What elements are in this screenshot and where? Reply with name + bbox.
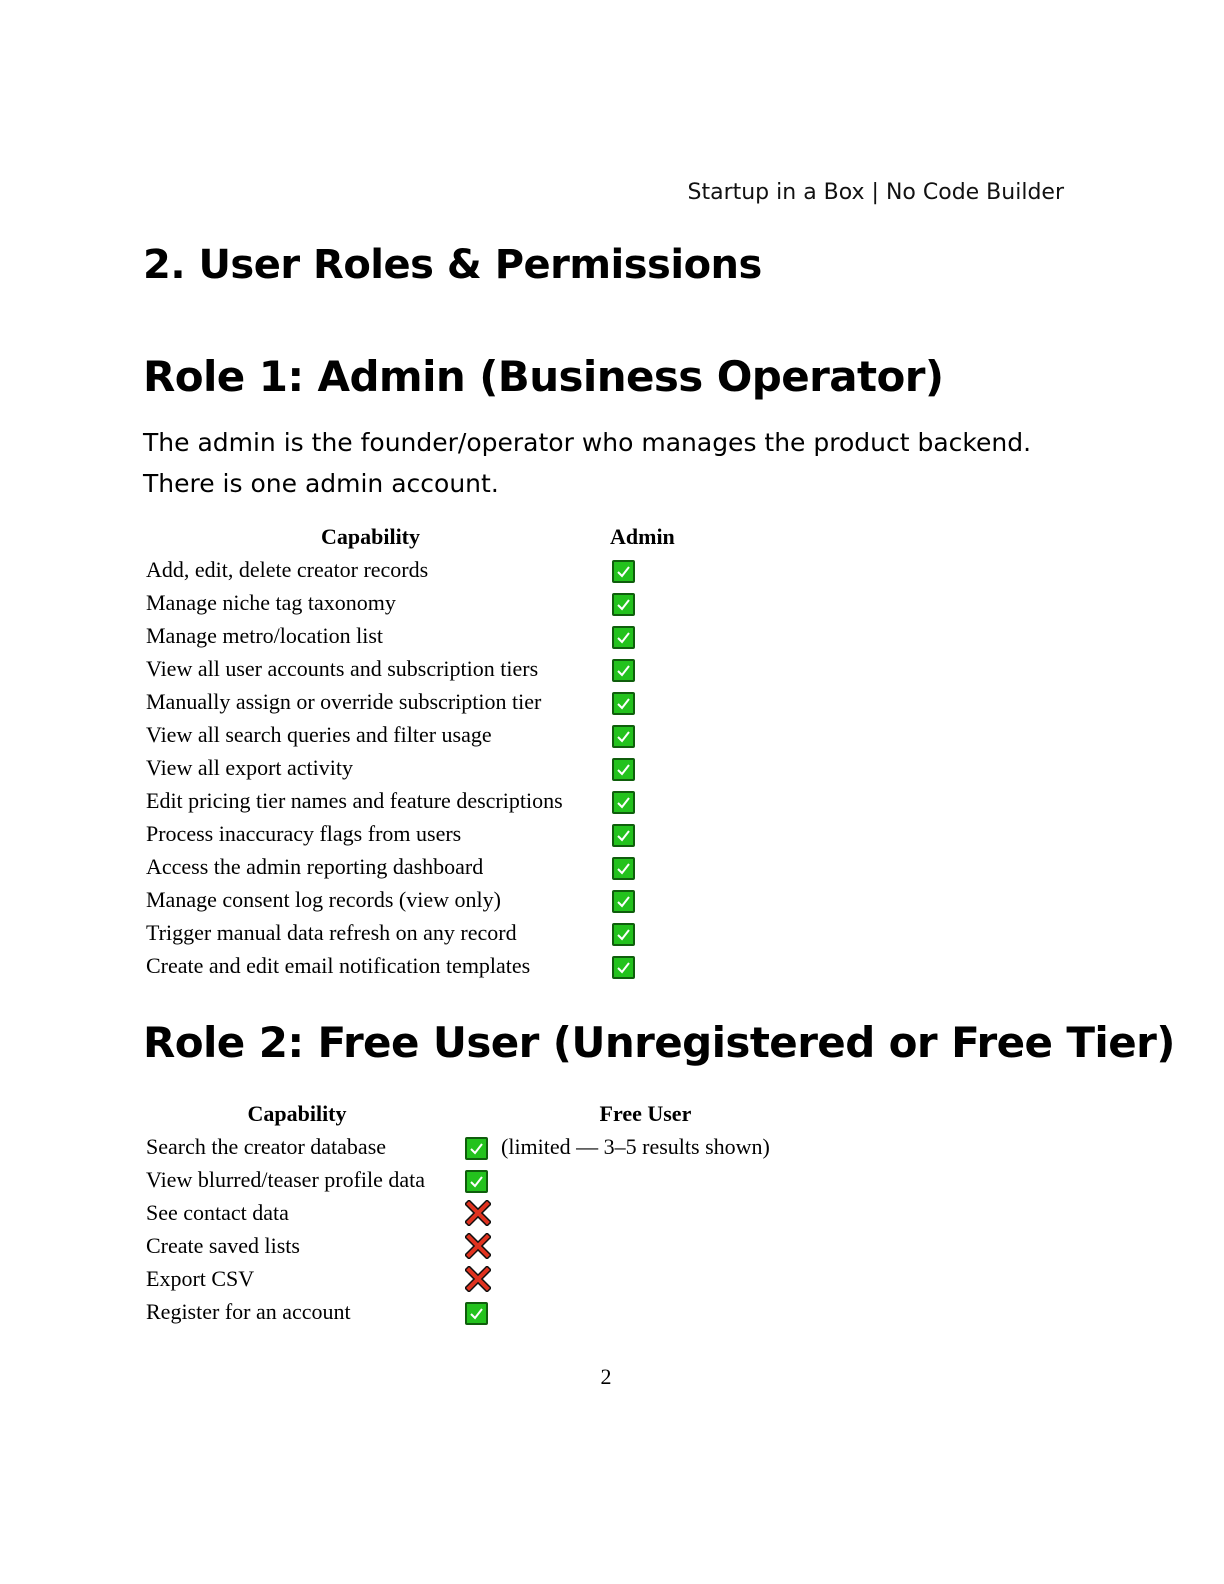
status-cell [451,1130,491,1163]
table-row [143,652,710,685]
note-cell [491,1229,770,1262]
status-cell [598,652,710,685]
checkmark-icon [612,923,635,946]
table-row [143,685,710,718]
capability-cell: Process inaccuracy flags from users [146,820,462,846]
checkmark-icon [612,593,635,616]
capability-cell: Manage niche tag taxonomy [146,589,396,615]
table-row [143,1196,770,1229]
capability-cell: See contact data [146,1199,289,1225]
capability-cell: View all search queries and filter usage [146,721,492,747]
checkmark-icon [612,626,635,649]
capability-cell: Create and edit email notification templates [146,952,531,978]
checkmark-icon [612,890,635,913]
table-row [143,817,710,850]
table-row [143,1295,770,1328]
checkmark-icon [612,659,635,682]
status-cell [598,751,710,784]
table-row [143,1262,770,1295]
free-col-free-user: Free User [599,1100,692,1126]
capability-cell: View blurred/teaser profile data [146,1166,426,1192]
status-cell [598,718,710,751]
capability-cell: View all export activity [146,754,354,780]
checkmark-icon [612,857,635,880]
capability-cell: Add, edit, delete creator records [146,556,429,582]
table-row [143,916,710,949]
checkmark-icon [612,824,635,847]
table-row [143,619,710,652]
capability-cell: Register for an account [146,1298,351,1324]
checkmark-icon [612,758,635,781]
status-cell [598,553,710,586]
table-row [143,553,710,586]
status-cell [598,784,710,817]
role2-title: Role 2: Free User (Unregistered or Free Tier) [143,1018,1175,1067]
cross-icon [465,1200,491,1226]
capability-cell: Manage consent log records (view only) [146,886,501,912]
checkmark-icon [612,791,635,814]
checkmark-icon [465,1137,488,1160]
admin-col-capability: Capability [320,523,421,549]
capability-cell: Export CSV [146,1265,255,1291]
role1-title: Role 1: Admin (Business Operator) [143,352,944,401]
running-header: Startup in a Box | No Code Builder [687,180,1064,205]
section-title: 2. User Roles & Permissions [143,242,762,288]
capability-cell: View all user accounts and subscription tiers [146,655,539,681]
status-cell [598,586,710,619]
table-row [143,718,710,751]
table-row [143,883,710,916]
cross-icon [465,1233,491,1259]
capability-cell: Access the admin reporting dashboard [146,853,484,879]
role1-intro: The admin is the founder/operator who manages the product backend. There is one admin account. [143,428,1032,498]
cross-icon [465,1266,491,1292]
admin-col-admin: Admin [610,523,675,549]
page-number: 2 [600,1364,612,1389]
status-cell [451,1163,491,1196]
checkmark-icon [612,560,635,583]
table-row [143,586,710,619]
table-row [143,1130,770,1163]
note-cell: (limited — 3–5 results shown) [501,1133,770,1159]
status-cell [598,916,710,949]
status-cell [598,850,710,883]
status-cell [598,685,710,718]
table-row [143,784,710,817]
capability-cell: Edit pricing tier names and feature descriptions [146,787,563,813]
status-cell [451,1229,491,1262]
table-row [143,1229,770,1262]
capability-cell: Trigger manual data refresh on any record [146,919,517,945]
table-row [143,850,710,883]
status-cell [598,619,710,652]
status-cell [598,817,710,850]
capability-cell: Manage metro/location list [146,622,384,648]
capability-cell: Manually assign or override subscription tier [146,688,542,714]
note-cell [491,1262,770,1295]
checkmark-icon [612,692,635,715]
checkmark-icon [465,1302,488,1325]
capability-cell: Search the creator database [146,1133,387,1159]
status-cell [598,949,710,982]
checkmark-icon [612,725,635,748]
admin-permissions-table [143,520,710,982]
checkmark-icon [465,1170,488,1193]
status-cell [451,1295,491,1328]
note-cell [491,1196,770,1229]
status-cell [598,883,710,916]
table-row [143,949,710,982]
status-cell [451,1196,491,1229]
table-row [143,1163,770,1196]
note-cell [491,1163,770,1196]
status-cell [451,1262,491,1295]
table-row [143,751,710,784]
capability-cell: Create saved lists [146,1232,300,1258]
free-user-permissions-table [143,1097,770,1328]
free-col-capability: Capability [247,1100,347,1126]
note-cell [491,1295,770,1328]
checkmark-icon [612,956,635,979]
